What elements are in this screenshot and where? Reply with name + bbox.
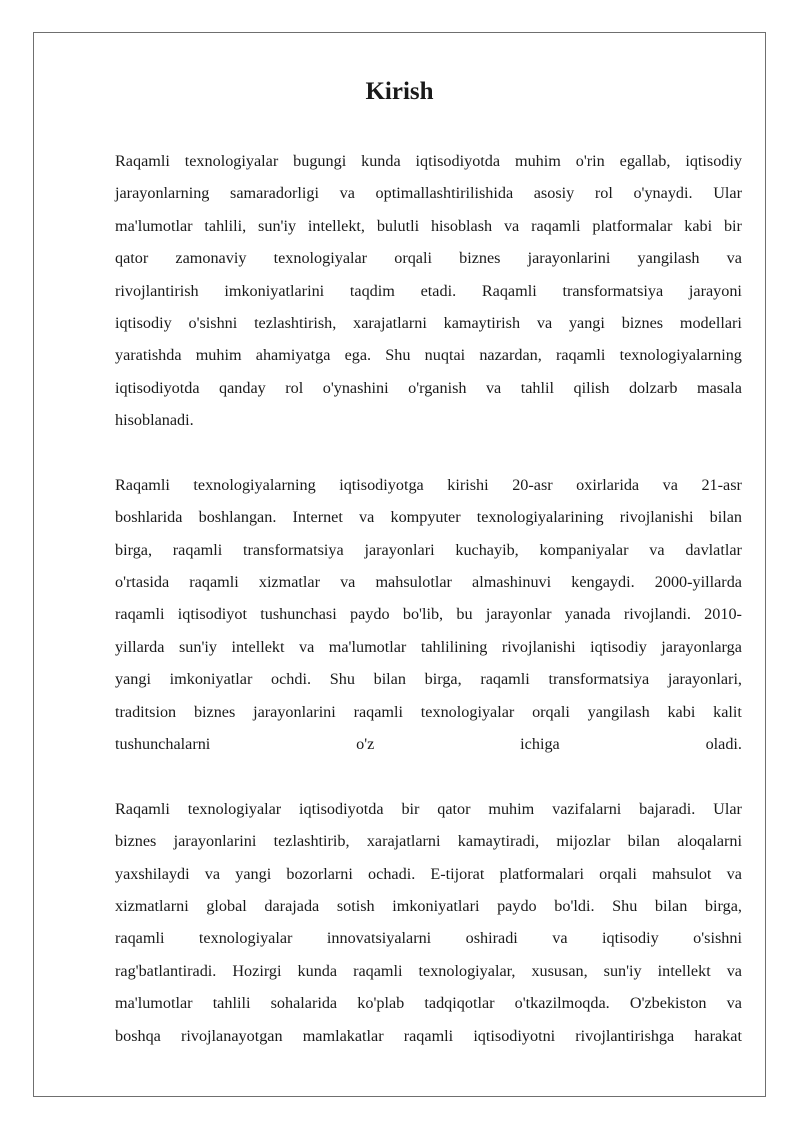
text-line: ma'lumotlar tahlili, sun'iy intellekt, bulutli hisoblash va raqamli platformalar kabi bir: [115, 216, 742, 235]
text-line: boshqa rivojlanayotgan mamlakatlar raqamli iqtisodiyotni rivojlantirishga harakat: [115, 1026, 742, 1045]
text-line: yaxshilaydi va yangi bozorlarni ochadi. E-tijorat platformalari orqali mahsulot va: [115, 864, 742, 883]
text-line: hisoblanadi.: [115, 411, 194, 430]
text-line: iqtisodiyotda qanday rol o'ynashini o'rganish va tahlil qilish dolzarb masala: [115, 378, 742, 397]
text-line: raqamli texnologiyalar innovatsiyalarni oshiradi va iqtisodiy o'sishni: [115, 929, 742, 948]
text-line: rivojlantirish imkoniyatlarini taqdim etadi. Raqamli transformatsiya jarayoni: [115, 281, 742, 300]
text-line: tushunchalarni o'z ichiga oladi.: [115, 735, 742, 754]
paragraph: [115, 469, 742, 761]
text-line: jarayonlarning samaradorligi va optimallashtirilishida asosiy rol o'ynaydi. Ular: [115, 184, 742, 203]
paragraph: [115, 145, 742, 437]
paragraph-spacer: [115, 437, 742, 469]
text-line: yaratishda muhim ahamiyatga ega. Shu nuqtai nazardan, raqamli texnologiyalarning: [115, 346, 742, 365]
paragraph: [115, 793, 742, 1052]
text-line: Raqamli texnologiyalar bugungi kunda iqtisodiyotda muhim o'rin egallab, iqtisodiy: [115, 152, 742, 170]
text-line: yillarda sun'iy intellekt va ma'lumotlar tahlilining rivojlanishi iqtisodiy jarayonlarga: [115, 637, 742, 656]
text-line: Raqamli texnologiyalarning iqtisodiyotga kirishi 20-asr oxirlarida va 21-asr: [115, 475, 742, 494]
text-line: rag'batlantiradi. Hozirgi kunda raqamli texnologiyalar, xususan, sun'iy intellekt va: [115, 961, 742, 980]
text-line: xizmatlarni global darajada sotish imkoniyatlari paydo bo'ldi. Shu bilan birga,: [115, 896, 742, 915]
text-line: biznes jarayonlarini tezlashtirib, xarajatlarni kamaytiradi, mijozlar bilan aloqalarni: [115, 832, 742, 851]
text-line: qator zamonaviy texnologiyalar orqali biznes jarayonlarini yangilash va: [115, 249, 742, 268]
document-title: Kirish: [365, 78, 434, 105]
text-line: ma'lumotlar tahlili sohalarida ko'plab tadqiqotlar o'tkazilmoqda. O'zbekiston va: [115, 994, 742, 1013]
text-line: birga, raqamli transformatsiya jarayonlari kuchayib, kompaniyalar va davlatlar: [115, 540, 742, 559]
document-body: [115, 145, 742, 1052]
text-line: yangi imkoniyatlar ochdi. Shu bilan birga, raqamli transformatsiya jarayonlari,: [115, 670, 742, 689]
text-line: iqtisodiy o'sishni tezlashtirish, xarajatlarni kamaytirish va yangi biznes modellari: [115, 313, 742, 332]
text-line: traditsion biznes jarayonlarini raqamli texnologiyalar orqali yangilash kabi kalit: [115, 702, 742, 721]
paragraph-spacer: [115, 760, 742, 792]
text-line: raqamli iqtisodiyot tushunchasi paydo bo'lib, bu jarayonlar yanada rivojlandi. 2010-: [115, 605, 742, 624]
text-line: Raqamli texnologiyalar iqtisodiyotda bir qator muhim vazifalarni bajaradi. Ular: [115, 799, 742, 818]
text-line: o'rtasida raqamli xizmatlar va mahsulotlar almashinuvi kengaydi. 2000-yillarda: [115, 573, 742, 592]
text-line: boshlarida boshlangan. Internet va kompyuter texnologiyalarining rivojlanishi bilan: [115, 508, 742, 527]
